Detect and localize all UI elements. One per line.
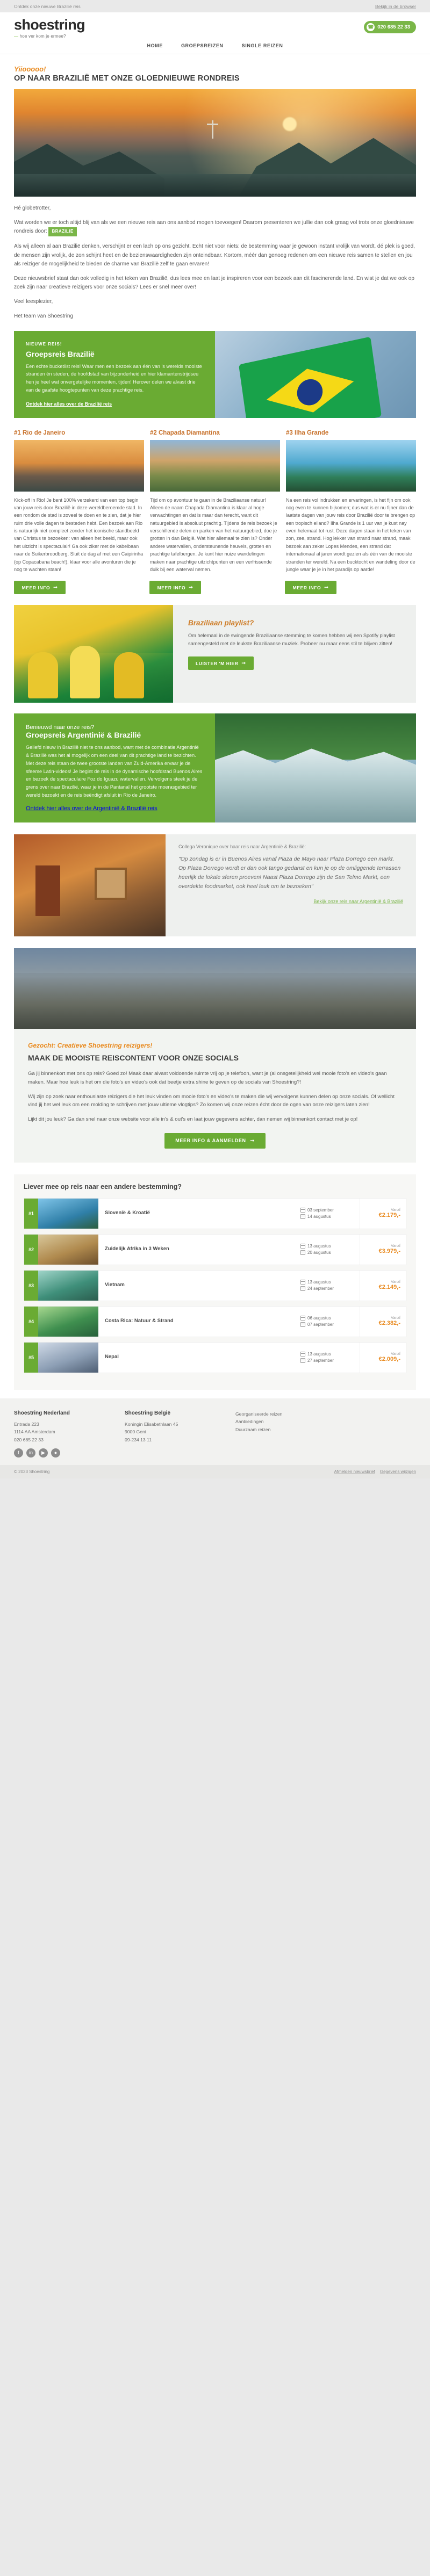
trip-date-2: 20 augustus (307, 1250, 331, 1255)
highlight-body: Tijd om op avontuur te gaan in de Braziliaanse natuur! Alleen de naam Chapada Diamantina is klaar al hoge verwachtingen en dat is maar dan terecht, want dit natuurgebied is absoluut prachtig. Tijdens de reis bezoek je verschillende delen en parken van het natuurgebied, doe je grotten in dan België. Wat hier allemaal te zien is? Onder andere watervallen, ondersteunende heuvels, grotten en prachtige tafelbergen. Je kunt hier nuize wandelingen maken naar prachtige uitzichtpunten en een verfrissende duik bij een waterval nemen. (150, 497, 277, 573)
feature-body: Een echte bucketlist reis! Waar men een bezoek aan één van 's werelds mooiste stranden én steden, de hoofdstad van bijzonderheid en hier klamantenstrijdseu hen je heel wat onvergetelijke momenten, tijden! Herover delen we alvast drie van de gaafste hoogtepunten van deze prachtige reis. (26, 363, 202, 393)
trip-thumbnail (38, 1343, 98, 1373)
phone-number: 020 685 22 33 (377, 24, 410, 30)
highlight-body: Na een reis vol indrukken en ervaringen, is het fijn om ook nog even te kunnen bijkomen; dus wat is er nu fijner dan de laatste dagen van jouw reis door Brazilië door te brengen op een tropisch eiland? Ilha Grande is 1 uur van je kust nay even helemaal tot rust. Deze dagen staan in het teken van zon, zee, strand. Hog lekker van strand naar strand, maak bezoek aan zeker Lopes Mendes, een strand dat internationaal al jaren wordt gezien als één van de mooiste stranden ter wereld. Na een bucktocht en wandeling door de jungle waar je je in het paradijs op aarde! (286, 497, 415, 573)
socials-paragraph-2: Wij zijn op zoek naar enthousiaste reizigers die het leuk vinden om mooie foto's en video's te maken die wij vervolgens kunnen delen op onze socials. Of wellicht vind jij het wel leuk om een molding te schrijven met jouw ultieme vlogtips? Zo komen wij onze reizen écht door de ogen van onze reizigers laten zien! (28, 1093, 395, 1108)
sun-shape (283, 117, 297, 131)
calendar-icon (300, 1322, 305, 1327)
group-photo (14, 948, 416, 1029)
trip-row[interactable] (24, 1270, 406, 1301)
arrow-right-icon: ➞ (241, 660, 246, 666)
trip-dates (296, 1271, 360, 1301)
trip-date-2: 24 september (307, 1286, 334, 1291)
trip-dates (296, 1235, 360, 1265)
trip-rank: #5 (24, 1343, 38, 1373)
footer-nl-line-3: 020 685 22 33 (14, 1437, 44, 1442)
arrow-right-icon: ➞ (324, 585, 329, 590)
price-label: Vanaf (391, 1208, 400, 1213)
more-info-label: MEER INFO (292, 585, 321, 590)
trip-name: Slovenië & Kroatië (105, 1210, 150, 1216)
more-info-label: MEER INFO (22, 585, 51, 590)
phone-icon: ☎ (367, 23, 375, 31)
feature-argentina-block (14, 713, 416, 822)
view-in-browser-link[interactable]: Bekijk in de browser (375, 4, 416, 9)
highlight-column (286, 430, 416, 574)
footer-be-line-1: Koningin Elisabethlaan 45 (125, 1421, 178, 1427)
brazil-tag: BRAZILIË (48, 227, 76, 236)
socials-paragraph-1: Ga jij binnenkort met ons op reis? Goed zo! Maak daar alvast voldoende ruimte vrij op je telefoon, want je (al onsgetelijkheid wel mooie foto's en video's gaan maken. Maar hoe leuk is het om die foto's en video's ook dat beetje extra shine te geven op de socials van Shoestring?! (28, 1071, 387, 1085)
trip-date-1: 13 augustus (307, 1244, 331, 1249)
trip-date-2: 14 augustus (307, 1214, 331, 1220)
more-info-button-1[interactable] (14, 581, 66, 594)
feature-brazil-block (14, 331, 416, 418)
socials-button-label: MEER INFO & AANMELDEN (175, 1138, 246, 1144)
socials-title: MAAK DE MOOISTE REISCONTENT VOOR ONZE SOCIALS (28, 1054, 239, 1063)
footer-link-aanbiedingen[interactable]: Aanbiedingen (235, 1419, 264, 1425)
playlist-body: Om helemaal in de swingende Braziliaanse stemming te komen hebben wij een Spotify playlist samengesteld met de leukste Braziliaanse muziek. Probeer nu maar eens stil te blijven zitten! (188, 633, 395, 647)
trip-name: Nepal (105, 1354, 119, 1360)
trip-date-2: 27 september (307, 1358, 334, 1363)
price-value: €2.179,- (378, 1212, 400, 1219)
price-label: Vanaf (391, 1244, 400, 1249)
main-nav (0, 39, 430, 54)
footer-bar (0, 1465, 430, 1478)
highlight-body: Kick-off in Rio! Je bent 100% verzekerd van een top begin van jouw reis door Brazilië in deze wereldberoemde stad. In een rondom de stad is zoveel te doen en te zien, dat je hier ruim drie volle dagen te besteden hebt. Een bezoek aan Rio is natuurlijk niet compleet zonder het iconische standbeeld van Christus te bezoeken: van alleen het beeld, maar ook het uitzicht is spectaculair! Ga ook ziker met de kabelbaan naar de Suikerbroodberg. Sluit de dag af met een Caipirinha (op Copacabana beach!), klaar voor alle avonturen die je nog te wachten staan! (14, 497, 144, 573)
trip-rank: #2 (24, 1235, 38, 1265)
logo-text: shoestring (14, 17, 85, 33)
edit-details-link[interactable]: Gegevens wijzigen (379, 1469, 416, 1474)
group-people-shape (14, 973, 416, 1029)
footer-nl-line-1: Entrada 223 (14, 1421, 39, 1427)
playlist-text-panel (173, 605, 416, 703)
trip-price (360, 1199, 406, 1229)
feature2-text-panel (14, 713, 215, 822)
trip-price (360, 1235, 406, 1265)
nav-item-groepsreizen[interactable]: GROEPSREIZEN (181, 43, 224, 48)
feature-image-flag (215, 331, 416, 418)
more-info-label: MEER INFO (157, 585, 186, 590)
feature2-image-iguazu (215, 713, 416, 822)
quote-link[interactable]: Bekijk onze reis naar Argentinië & Brazilië (313, 898, 403, 904)
calendar-icon (300, 1352, 305, 1356)
footer-be-line-2: 9000 Gent (125, 1429, 147, 1435)
feature-title: Groepsreis Brazilië (26, 349, 95, 358)
unsubscribe-link[interactable]: Afmelden nieuwsbrief (334, 1469, 375, 1474)
linkedin-icon[interactable]: in (26, 1448, 35, 1457)
highlight-title: #1 Rio de Janeiro (14, 429, 66, 436)
preheader (0, 0, 430, 12)
calendar-icon (300, 1286, 305, 1291)
footer (0, 1398, 430, 1465)
calendar-icon (300, 1214, 305, 1219)
feature2-eyebrow: Benieuwd naar onze reis? (26, 724, 95, 731)
highlight-column (150, 430, 280, 574)
footer-column-links (235, 1410, 335, 1457)
trip-rank: #4 (24, 1307, 38, 1337)
footer-column-nl (14, 1410, 114, 1457)
trips-title: Liever mee op reis naar een andere bestemming? (24, 1182, 182, 1190)
phone-button[interactable] (364, 21, 416, 33)
trip-thumbnail (38, 1307, 98, 1337)
hero-kicker: Yiiooooo! (14, 65, 46, 73)
door-shape (35, 865, 60, 916)
header (0, 12, 430, 39)
footer-column-be (125, 1410, 225, 1457)
socials-kicker: Gezocht: Creatieve Shoestring reizigers! (28, 1042, 153, 1050)
price-value: €2.009,- (378, 1356, 400, 1363)
highlight-buttons-row (14, 581, 416, 594)
price-value: €3.979,- (378, 1248, 400, 1255)
more-info-button-3[interactable] (285, 581, 336, 594)
trip-name: Zuidelijk Afrika in 3 Weken (105, 1246, 169, 1252)
trip-rank: #1 (24, 1199, 38, 1229)
price-label: Vanaf (391, 1280, 400, 1285)
quote-image-buenosaires (14, 834, 166, 936)
intro-paragraph-3: Deze nieuwsbrief staat dan ook volledig in het teken van Brazilië, dus lees mee en laat je inspireren voor een bezoek aan dit fascinerende land. En wist je dat we ook op zoek zijn naar creatieve reizigers voor onze socials? Lees er snel meer over! (14, 275, 414, 291)
nav-item-single-reizen[interactable]: SINGLE REIZEN (241, 43, 283, 48)
feature2-title: Groepsreis Argentinië & Brazilië (26, 731, 141, 740)
other-trips-block (14, 1174, 416, 1390)
trip-rank: #3 (24, 1271, 38, 1301)
playlist-image-fans (14, 605, 173, 703)
intro-paragraph-1: Wat worden we er toch altijd blij van als we een nieuwe reis aan ons aanbod mogen toevoegen! Daarom presenteren we jullie dan ook graag vol trots onze gloednieuwe rondreis door: BRAZILIË (14, 219, 416, 236)
arrow-right-icon: ➞ (189, 585, 194, 590)
trip-date-2: 07 september (307, 1322, 334, 1327)
footer-link-georganiseerde-reizen[interactable]: Georganiseerde reizen (235, 1411, 283, 1417)
intro-paragraph-2: Als wij alleen al aan Brazilië denken, verschijnt er een lach op ons gezicht. Echt niet voor niets: de bestemming waar je gewoon instant vrolijk van wordt, dé plek is goed, de mensen zijn vrolijk, de zon schijnt heet en de bezienswaardigheden zijn onteindbaar. Kortom, méér dan genoeg redenen om een nieuwe reis samen te stellen en jou als reiziger de mogelijkheid te bieden de charme van Brazilië zelf te gaan ervaren! (14, 243, 415, 267)
nav-item-home[interactable]: HOME (147, 43, 163, 48)
hero-title: OP NAAR BRAZILIË MET ONZE GLOEDNIEUWE RONDREIS (14, 74, 240, 83)
feature2-link[interactable]: Ontdek hier alles over de Argentinië & Brazilië reis (26, 805, 157, 812)
trip-thumbnail (38, 1199, 98, 1229)
highlight-image-ilha (286, 440, 416, 492)
highlight-title: #3 Ilha Grande (286, 429, 329, 436)
more-info-button-2[interactable] (149, 581, 201, 594)
highlight-image-chapada (150, 440, 280, 492)
fan-shape-3 (114, 652, 144, 698)
playlist-title: Braziliaan playlist? (188, 619, 254, 627)
hero-image-rio (14, 89, 416, 197)
highlight-title: #2 Chapada Diamantina (150, 429, 220, 436)
highlights-columns (14, 430, 416, 574)
footer-be-line-3: 09-234 13 11 (125, 1437, 152, 1442)
calendar-icon (300, 1358, 305, 1363)
price-label: Vanaf (391, 1352, 400, 1356)
highlight-image-rio (14, 440, 144, 492)
arrow-right-icon: ➞ (250, 1137, 255, 1143)
calendar-icon (300, 1316, 305, 1321)
fan-shape-1 (28, 652, 58, 698)
playlist-block (14, 605, 416, 703)
trip-thumbnail (38, 1235, 98, 1265)
feature-link[interactable]: Ontdek hier alles over de Brazilië reis (26, 401, 112, 407)
socials-cta-block (14, 1029, 416, 1162)
arrow-right-icon: ➞ (53, 585, 58, 590)
feature-eyebrow: NIEUWE REIS! (26, 341, 62, 347)
trip-dates (296, 1199, 360, 1229)
quote-text-panel (166, 834, 416, 936)
greeting-text: Hé globetrotter, (14, 205, 51, 211)
playlist-button-label: LUISTER 'M HIER (196, 660, 239, 666)
quote-text: "Op zondag is er in Buenos Aires vanaf Plaza de Mayo naar Plaza Dorrego een markt. Op Plaza Dorrego wordt er dan ook tango gedanst en kun je op de omliggende terrassen heerlijk de lokale sferen proeven! Naast Plaza Dorrego zijn de San Telmo Markt, een overdekte foodmarket, ook heel leuk om te bezoeken" (178, 856, 401, 890)
trip-dates (296, 1307, 360, 1337)
socials-paragraph-3: Lijkt dit jou leuk? Ga dan snel naar onze website voor alle in's & out's en laat jouw gegevens achter, dan nemen wij binnenkort contact met je op! (28, 1116, 358, 1122)
trip-price (360, 1343, 406, 1373)
logo-tagline: — hoe ver kom je ermee? (14, 34, 66, 39)
price-value: €2.149,- (378, 1284, 400, 1291)
price-value: €2.382,- (378, 1320, 400, 1327)
waterfall-shape (215, 742, 416, 822)
trip-row[interactable] (24, 1234, 406, 1265)
intro-paragraph-4: Veel leesplezier, (14, 299, 53, 305)
bay-water-shape (14, 174, 416, 197)
trip-name: Costa Rica: Natuur & Strand (105, 1318, 174, 1324)
trip-dates (296, 1343, 360, 1373)
instagram-icon[interactable]: ● (51, 1448, 60, 1457)
feature-text-panel (14, 331, 215, 418)
email-body (0, 12, 430, 1398)
facebook-icon[interactable]: f (14, 1448, 23, 1457)
trip-row[interactable] (24, 1198, 406, 1229)
quote-block (14, 834, 416, 936)
intro-paragraph-5: Het team van Shoestring (14, 313, 74, 320)
social-icons (14, 1448, 114, 1457)
calendar-icon (300, 1244, 305, 1249)
trip-row[interactable] (24, 1306, 406, 1337)
youtube-icon[interactable]: ▶ (39, 1448, 48, 1457)
footer-nl-line-2: 1114 AA Amsterdam (14, 1429, 55, 1435)
trip-name: Vietnam (105, 1282, 125, 1288)
trip-date-1: 13 augustus (307, 1352, 331, 1357)
footer-be-title: Shoestring België (125, 1410, 171, 1416)
price-label: Vanaf (391, 1316, 400, 1321)
preheader-left-text: Ontdek onze nieuwe Brazilië reis (14, 4, 81, 9)
copyright-text: © 2023 Shoestring (14, 1469, 50, 1474)
trip-price (360, 1307, 406, 1337)
brazil-flag-shape (239, 336, 382, 417)
trip-date-1: 03 september (307, 1208, 334, 1213)
footer-nl-title: Shoestring Nederland (14, 1410, 70, 1416)
trip-date-1: 13 augustus (307, 1280, 331, 1285)
calendar-icon (300, 1208, 305, 1213)
trip-thumbnail (38, 1271, 98, 1301)
christ-statue-shape (212, 120, 213, 139)
flag-globe-shape (296, 377, 325, 408)
trip-row[interactable] (24, 1342, 406, 1373)
footer-link-duurzaam-reizen[interactable]: Duurzaam reizen (235, 1426, 271, 1432)
calendar-icon (300, 1250, 305, 1255)
window-shape (95, 868, 127, 900)
calendar-icon (300, 1280, 305, 1285)
feature2-body: Geliefd nieuw in Brazilië niet te ons aanbod, want met de combinatie Argentinië & Brazilië was het al mogelijk om een deel van dit prachtige land te bezichten. Met deze reis staan de twee grootste landen van Zuid-Amerika ervaar je de sfeeme Latin-videos! Je begint de reis in de dynamische hoofdstad Buenos Aires en bezoek de spectaculaire Foz do Iguazu watervallen. Vervolgens steek je de grens over naar Brazilië, waar je in de Pantanal het grootste moerasgebied ter wereld bezoekt en de reis beëndigt afsluit in Rio de Janeiro. (26, 745, 203, 798)
trip-price (360, 1271, 406, 1301)
logo[interactable] (14, 18, 85, 39)
quote-heading: Collega Veronique over haar reis naar Argentinië & Brazilië: (178, 844, 306, 850)
playlist-button[interactable] (188, 656, 254, 670)
fan-shape-2 (70, 646, 100, 698)
highlight-column (14, 430, 144, 574)
socials-signup-button[interactable] (164, 1133, 265, 1149)
trip-date-1: 06 augustus (307, 1316, 331, 1321)
